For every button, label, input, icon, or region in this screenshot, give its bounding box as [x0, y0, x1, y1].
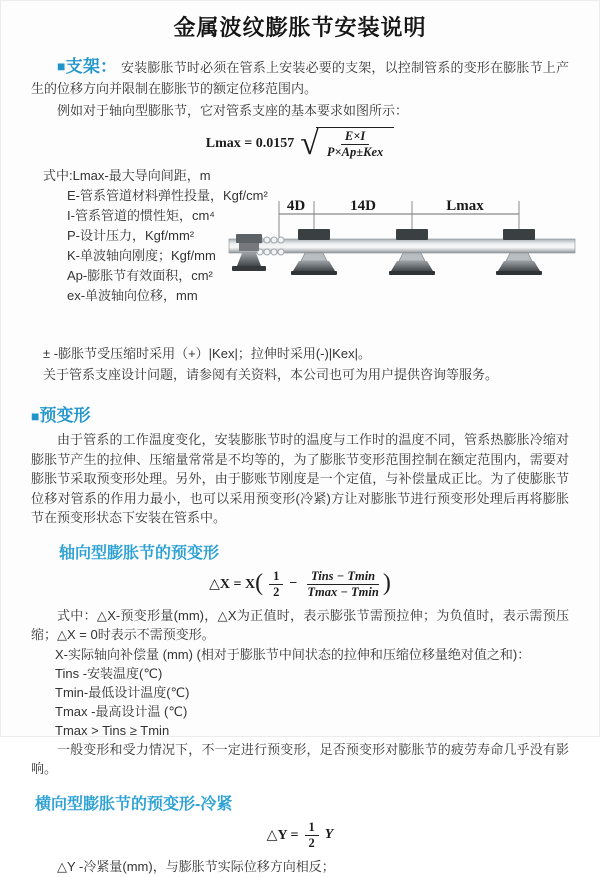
- axial-heading: 轴向型膨胀节的预变形: [59, 544, 220, 562]
- temperature-fraction: [303, 569, 382, 600]
- definition-line: E-管系管道材料弹性投量，Kgf/cm²: [67, 188, 268, 203]
- fraction-denominator: Tmax − Tmin: [307, 584, 379, 599]
- dim-label-lmax: Lmax: [446, 198, 484, 214]
- fraction-numerator: 1: [305, 820, 319, 836]
- lateral-note: △Y -冷紧量(mm)，与膨胀节实际位移方向相反；: [57, 858, 335, 874]
- definition-line: K-单波轴向刚度；Kgf/mm: [67, 248, 216, 263]
- predeform-heading-text: 预变形: [39, 406, 91, 425]
- dim-label-4d: 4D: [286, 198, 306, 214]
- fraction: [323, 129, 387, 160]
- dim-label-14d: 14D: [350, 198, 376, 214]
- blue-square-bullet-icon: ■: [31, 408, 40, 424]
- fraction-denominator: 2: [308, 835, 315, 850]
- predeform-heading: [31, 401, 569, 426]
- service-note: 关于管系支座设计问题，请参阅有关资料，本公司也可为用户提供咨询等服务。: [43, 366, 499, 382]
- predeform-paragraph: 由于管系的工作温度变化，安装膨胀节时的温度与工作时的温度不同，管系热膨胀冷缩对膨胀节产生的拉伸、压缩量常常是不均等的，为了膨胀节变形范围控制在额定范围内，需要对膨胀节采取预变形处理。另外，由于膨账节刚度是一个定值，与补偿量成正比。为了使膨胀节位移对管系的作用力最小，也可以采用预变形(冷紧)方让对膨胀节进行预变形处理后再将膨胀节在预变形状态下安装在管系中。: [31, 432, 569, 525]
- definition-line: P-设计压力，Kgf/mm²: [67, 228, 195, 243]
- plus-minus-note: ± -膨胀节受压缩时采用（+）|Kex|；拉伸时采用(-)|Kex|。: [43, 346, 371, 361]
- lateral-formula-rhs: Y: [324, 827, 334, 842]
- fraction-numerator: Tins − Tmin: [307, 569, 379, 585]
- axial-item: X-实际轴向补偿量 (mm) (相对于膨胀节中间状态的拉伸和压缩位移量绝对值之和)：: [55, 646, 531, 662]
- support-example-line: 例如对于轴向型膨胀节，它对管系支座的基本要求如图所示：: [57, 103, 409, 118]
- axial-explain: 式中：△X-预变形量(mm)，△X为正值时，表示膨张节需预拉伸；为负值时，表示需预压缩；△X = 0时表示不需预变形。: [31, 607, 569, 642]
- axial-formula: [31, 569, 569, 600]
- axial-item: Tmin-最低设计温度(℃): [55, 684, 190, 700]
- lateral-heading: 横向型膨胀节的预变形-冷紧: [35, 795, 233, 813]
- fraction-numerator: 1: [269, 569, 283, 585]
- definition-line: Ap-膨胀节有效面积，cm²: [67, 268, 213, 283]
- fraction-denominator: P×Ap±Kex: [326, 145, 384, 159]
- axial-formula-lhs: △X = X: [209, 576, 256, 592]
- right-paren: ): [382, 570, 391, 596]
- blue-square-bullet-icon: ■: [57, 58, 66, 74]
- lateral-formula-lhs: △Y =: [266, 827, 299, 843]
- definition-line: ex-单波轴向位移，mm: [67, 288, 198, 303]
- axial-item: Tins -安装温度(℃): [55, 665, 163, 681]
- left-paren: (: [255, 570, 264, 596]
- definitions-and-diagram: [31, 166, 569, 344]
- support-intro-text: 安装膨胀节时必须在管系上安装必要的支架，以控制管系的变形在膨胀节上产生的位移方向并限制在膨胀节的额定位移范围内。: [31, 60, 569, 96]
- fraction-denominator: 2: [273, 584, 280, 599]
- pipe-support-diagram: [227, 194, 579, 290]
- page-title: 金属波纹膨胀节安装说明: [173, 15, 427, 40]
- axial-item: Tmax > Tins ≥ Tmin: [55, 722, 170, 738]
- fraction-numerator: E×I: [341, 129, 369, 145]
- radicand: [316, 127, 394, 160]
- axial-note: 一般变形和受力情况下，不一定进行预变形，足否预变形对膨胀节的疲劳寿命几乎没有影响。: [31, 741, 569, 776]
- lateral-formula: [31, 820, 569, 851]
- half-fraction: [305, 820, 319, 851]
- axial-item: Tmax -最高设计温 (℃): [55, 703, 188, 719]
- support-label-text: 支架：: [65, 57, 118, 76]
- support-section-label: [57, 57, 117, 76]
- lmax-formula-lhs: Lmax = 0.0157: [205, 135, 295, 151]
- radical-expression: [300, 125, 394, 163]
- lmax-formula: [31, 125, 569, 163]
- definition-line: I-管系管道的惯性矩，cm⁴: [67, 208, 215, 223]
- half-fraction: [269, 569, 283, 600]
- sqrt-icon: √: [300, 125, 319, 163]
- definition-line: 式中:Lmax-最大导向间距，m: [43, 168, 211, 183]
- support-paragraph: [31, 56, 569, 99]
- minus-sign: −: [289, 576, 298, 591]
